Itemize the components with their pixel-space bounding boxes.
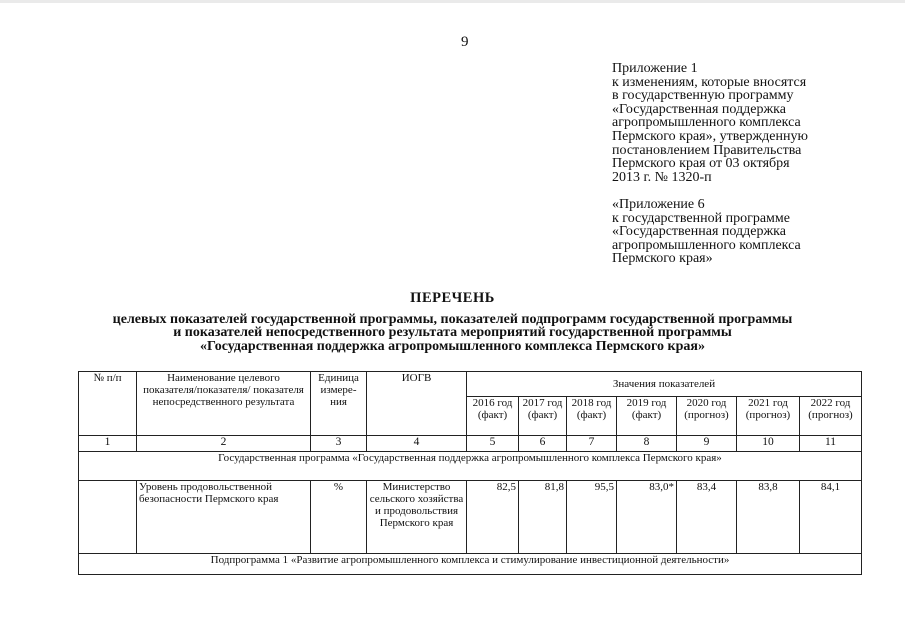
column-number: 10 — [737, 436, 800, 452]
header-num: № п/п — [79, 372, 137, 436]
appendix-1-line: 2013 г. № 1320-п — [612, 169, 712, 185]
column-number: 1 — [79, 436, 137, 452]
header-year: 2017 год (факт) — [519, 397, 567, 436]
document-title: ПЕРЕЧЕНЬ — [410, 290, 495, 306]
value-2020: 83,4 — [677, 481, 737, 554]
appendix-1-line: Пермского края от 03 октября — [612, 156, 790, 172]
page-number: 9 — [461, 34, 469, 50]
value-2022: 84,1 — [800, 481, 862, 554]
subtitle-line: и показателей непосредственного результата мероприятий государственной программы — [173, 325, 732, 341]
column-number: 9 — [677, 436, 737, 452]
column-number: 8 — [617, 436, 677, 452]
header-year: 2021 год (прогноз) — [737, 397, 800, 436]
value-2021: 83,8 — [737, 481, 800, 554]
column-number: 11 — [800, 436, 862, 452]
row-num — [79, 481, 137, 554]
value-2017: 81,8 — [519, 481, 567, 554]
header-unit: Единица измере- ния — [311, 372, 367, 436]
indicator-iogv: Министерство сельского хозяйства и продовольствия Пермского края — [367, 481, 467, 554]
header-year: 2016 год (факт) — [467, 397, 519, 436]
column-number: 7 — [567, 436, 617, 452]
appendix-1-line: агропромышленного комплекса — [612, 115, 801, 131]
header-year: 2019 год (факт) — [617, 397, 677, 436]
appendix-6-line: Пермского края» — [612, 251, 713, 267]
header-year: 2018 год (факт) — [567, 397, 617, 436]
scan-edge — [0, 0, 905, 3]
appendix-6-line: «Государственная поддержка — [612, 224, 786, 240]
header-indicator-name: Наименование целевого показателя/показателя/ показателя непосредственного результата — [137, 372, 311, 436]
appendix-6-line: агропромышленного комплекса — [612, 237, 801, 253]
column-number: 2 — [137, 436, 311, 452]
appendix-1-line: в государственную программу — [612, 88, 794, 104]
appendix-6-line: «Приложение 6 — [612, 197, 705, 212]
header-year: 2022 год (прогноз) — [800, 397, 862, 436]
program-row — [79, 452, 862, 481]
header-values: Значения показателей — [467, 372, 862, 397]
indicators-table — [78, 371, 862, 575]
value-2018: 95,5 — [567, 481, 617, 554]
appendix-6-block — [612, 198, 801, 266]
appendix-1-block — [612, 62, 808, 184]
table-row — [79, 481, 862, 554]
subtitle-line: целевых показателей государственной программы, показателей подпрограмм государственной программы — [112, 312, 793, 327]
column-number: 6 — [519, 436, 567, 452]
appendix-6-line: к государственной программе — [612, 210, 790, 226]
column-numbers-row — [79, 436, 862, 452]
indicator-name: Уровень продовольственной безопасности Пермского края — [137, 481, 311, 554]
appendix-1-line: Пермского края», утвержденную — [612, 128, 808, 144]
indicator-unit: % — [311, 481, 367, 554]
subprogram-row — [79, 554, 862, 575]
header-year: 2020 год (прогноз) — [677, 397, 737, 436]
column-number: 5 — [467, 436, 519, 452]
subprogram-title: Подпрограмма 1 «Развитие агропромышленного комплекса и стимулирование инвестиционной деятельности» — [79, 554, 862, 575]
program-title: Государственная программа «Государственная поддержка агропромышленного комплекса Пермского края» — [79, 452, 862, 481]
appendix-1-line: «Государственная поддержка — [612, 101, 786, 117]
document-subtitle — [0, 313, 905, 353]
column-number: 3 — [311, 436, 367, 452]
value-2019: 83,0* — [617, 481, 677, 554]
value-2016: 82,5 — [467, 481, 519, 554]
subtitle-line: «Государственная поддержка агропромышленного комплекса Пермского края» — [200, 338, 705, 354]
header-iogv: ИОГВ — [367, 372, 467, 436]
column-number: 4 — [367, 436, 467, 452]
appendix-1-line: к изменениям, которые вносятся — [612, 74, 807, 90]
appendix-1-line: постановлением Правительства — [612, 142, 802, 158]
appendix-1-line: Приложение 1 — [612, 61, 698, 76]
